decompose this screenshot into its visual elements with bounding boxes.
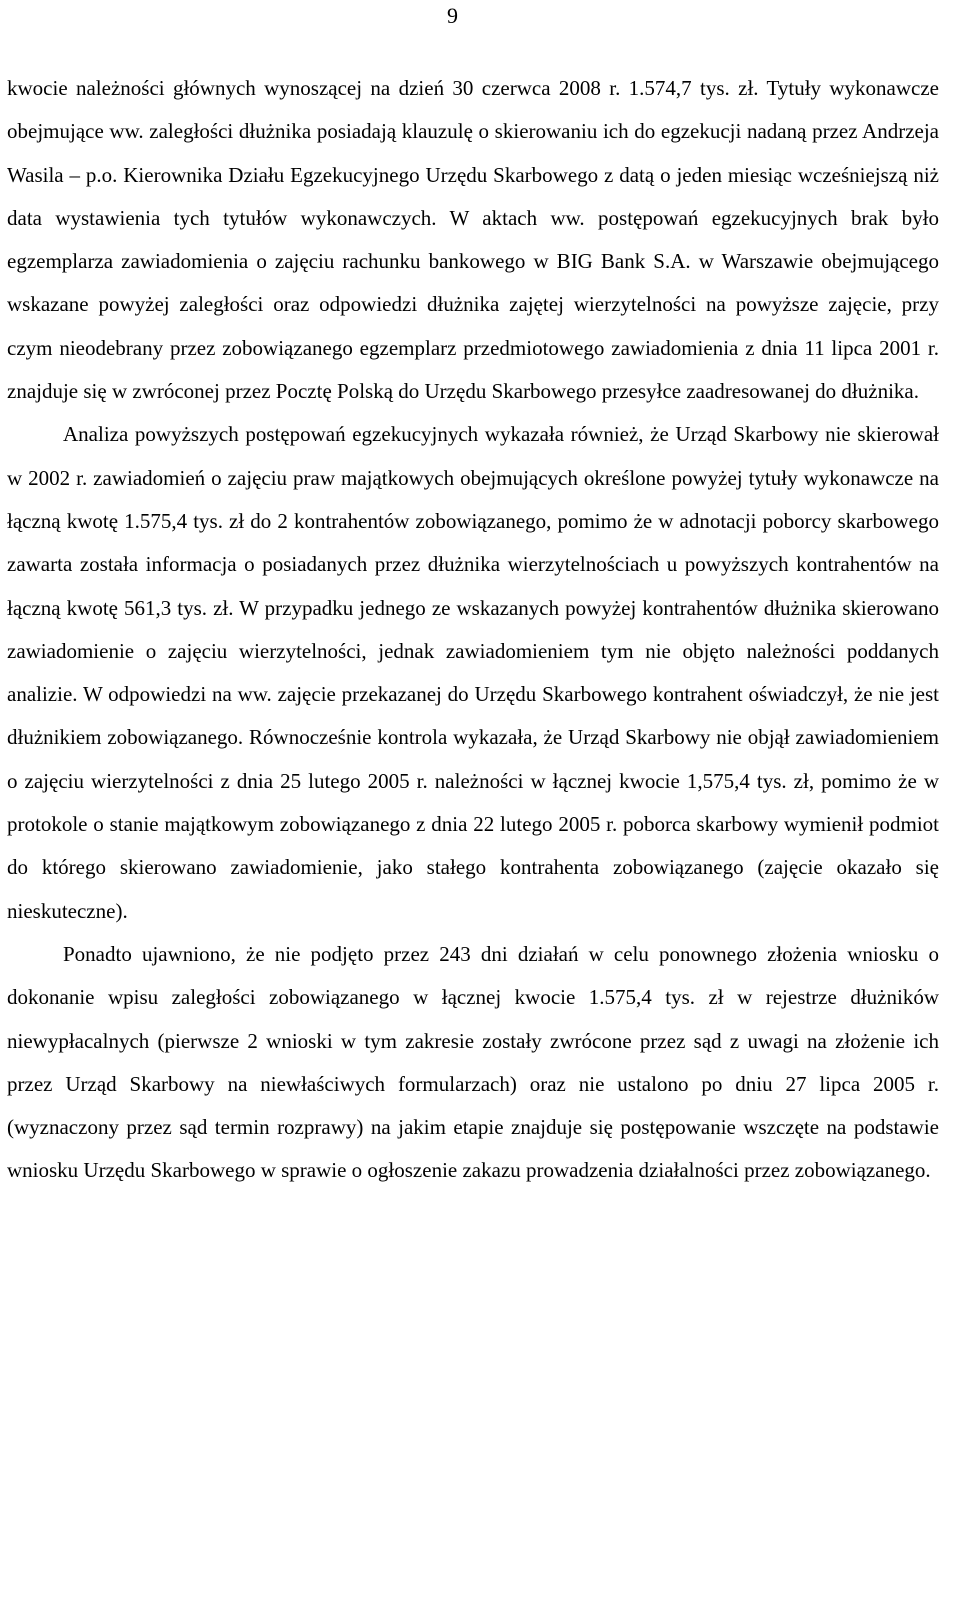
document-body [7, 67, 939, 1193]
paragraph-continuation: kwocie należności głównych wynoszącej na dzień 30 czerwca 2008 r. 1.574,7 tys. zł. Tytuły wykonawcze obejmujące ww. zaległości dłużnika posiadają klauzulę o skierowaniu ich do egzekucji nadaną przez Andrzeja Wasila – p.o. Kierownika Działu Egzekucyjnego Urzędu Skarbowego z datą o jeden miesiąc wcześniejszą niż data wystawienia tych tytułów wykonawczych. W aktach ww. postępowań egzekucyjnych brak było egzemplarza zawiadomienia o zajęciu rachunku bankowego w BIG Bank S.A. w Warszawie obejmującego wskazane powyżej zaległości oraz odpowiedzi dłużnika zajętej wierzytelności na powyższe zajęcie, przy czym nieodebrany przez zobowiązanego egzemplarz przedmiotowego zawiadomienia z dnia 11 lipca 2001 r. znajduje się w zwróconej przez Pocztę Polską do Urzędu Skarbowego przesyłce zaadresowanej do dłużnika. [7, 76, 939, 404]
paragraph-analysis: Analiza powyższych postępowań egzekucyjnych wykazała również, że Urząd Skarbowy nie skierował w 2002 r. zawiadomień o zajęciu praw majątkowych obejmujących określone powyżej tytuły wykonawcze na łączną kwotę 1.575,4 tys. zł do 2 kontrahentów zobowiązanego, pomimo że w adnotacji poborcy skarbowego zawarta została informacja o posiadanych przez dłużnika wierzytelnościach u powyższych kontrahentów na łączną kwotę 561,3 tys. zł. W przypadku jednego ze wskazanych powyżej kontrahentów dłużnika skierowano zawiadomienie o zajęciu wierzytelności, jednak zawiadomieniem tym nie objęto należności poddanych analizie. W odpowiedzi na ww. zajęcie przekazanej do Urzędu Skarbowego kontrahent oświadczył, że nie jest dłużnikiem zobowiązanego. Równocześnie kontrola wykazała, że Urząd Skarbowy nie objął zawiadomieniem o zajęciu wierzytelności z dnia 25 lutego 2005 r. należności w łącznej kwocie 1,575,4 tys. zł, pomimo że w protokole o stanie majątkowym zobowiązanego z dnia 22 lutego 2005 r. poborca skarbowy wymienił podmiot do którego skierowano zawiadomienie, jako stałego kontrahenta zobowiązanego (zajęcie okazało się nieskuteczne). [7, 422, 939, 923]
paragraph-further-findings: Ponadto ujawniono, że nie podjęto przez 243 dni działań w celu ponownego złożenia wniosku o dokonanie wpisu zaległości zobowiązanego w łącznej kwocie 1.575,4 tys. zł w rejestrze dłużników niewypłacalnych (pierwsze 2 wnioski w tym zakresie zostały zwrócone przez sąd z uwagi na złożenie ich przez Urząd Skarbowy na niewłaściwych formularzach) oraz nie ustalono po dniu 27 lipca 2005 r. (wyznaczony przez sąd termin rozprawy) na jakim etapie znajduje się postępowanie wszczęte na podstawie wniosku Urzędu Skarbowego w sprawie o ogłoszenie zakazu prowadzenia działalności przez zobowiązanego. [7, 941, 939, 1183]
page-number: 9 [447, 3, 458, 28]
